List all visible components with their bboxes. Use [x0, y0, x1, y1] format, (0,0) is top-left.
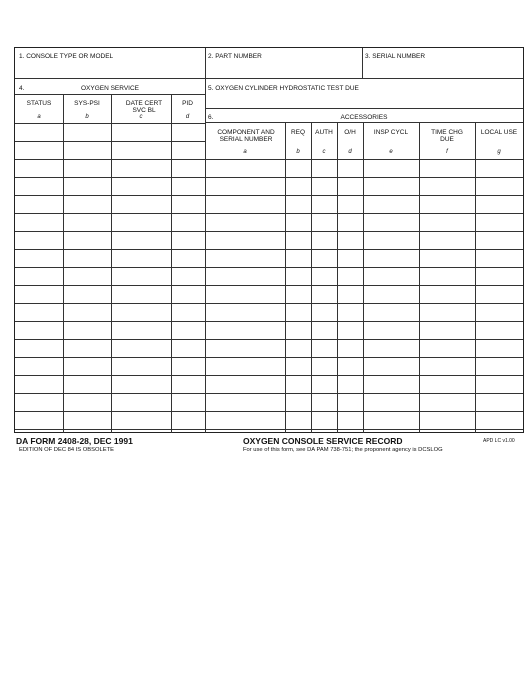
- table-row-line: [15, 393, 205, 394]
- part-number-field[interactable]: [207, 61, 361, 75]
- sys-psi-column-letter: b: [85, 114, 89, 120]
- table-row-line: [15, 375, 205, 376]
- insp-cycl-column-letter: e: [389, 149, 393, 155]
- divider-line: [475, 122, 476, 433]
- component-serial-column-letter: a: [243, 149, 247, 155]
- version-label: APD LC v1.00: [483, 438, 515, 444]
- table-row-line: [205, 303, 523, 304]
- console-type-field[interactable]: [17, 61, 203, 75]
- hydrostatic-test-field[interactable]: [207, 93, 520, 106]
- table-row-line: [205, 177, 523, 178]
- oh-column-letter: d: [348, 149, 352, 155]
- table-row-line: [15, 267, 205, 268]
- service-record-form: [14, 47, 524, 433]
- table-row-line: [15, 357, 205, 358]
- table-row-line: [205, 321, 523, 322]
- time-chg-due-column-letter: f: [446, 149, 448, 155]
- req-column-letter: b: [296, 149, 300, 155]
- table-row-line: [15, 321, 205, 322]
- pid-column-letter: d: [185, 114, 190, 120]
- form-number: DA FORM 2408-28, DEC 1991: [16, 436, 133, 446]
- table-row-line: [15, 123, 205, 124]
- component-serial-column-header: COMPONENT AND SERIAL NUMBER: [217, 129, 275, 143]
- divider-line: [15, 94, 205, 95]
- table-row-line: [205, 375, 523, 376]
- sys-psi-column-header: SYS-PSI: [74, 100, 100, 107]
- table-row-line: [205, 393, 523, 394]
- console-type-label: 1. CONSOLE TYPE OR MODEL: [19, 53, 114, 60]
- table-row-line: [15, 249, 205, 250]
- divider-line: [171, 94, 172, 433]
- local-use-column-header: LOCAL USE: [480, 129, 518, 136]
- status-column-header: STATUS: [26, 100, 52, 107]
- table-row-line: [15, 285, 205, 286]
- table-row-line: [205, 249, 523, 250]
- table-row-line: [15, 303, 205, 304]
- table-row-line: [205, 285, 523, 286]
- table-row-line: [205, 339, 523, 340]
- table-row-line: [15, 195, 205, 196]
- divider-line: [63, 94, 64, 433]
- table-row-line: [205, 357, 523, 358]
- table-row-line: [205, 159, 523, 160]
- table-row-line: [15, 159, 205, 160]
- table-row-line: [15, 177, 205, 178]
- divider-line: [205, 108, 523, 109]
- divider-line: [15, 78, 523, 79]
- table-row-line: [205, 213, 523, 214]
- insp-cycl-column-header: INSP CYCL: [373, 129, 409, 136]
- table-row-line: [205, 411, 523, 412]
- hydrostatic-test-label: 5. OXYGEN CYLINDER HYDROSTATIC TEST DUE: [208, 85, 359, 92]
- local-use-column-letter: g: [497, 149, 501, 155]
- edition-note: EDITION OF DEC 84 IS OBSOLETE: [19, 447, 115, 453]
- divider-line: [311, 122, 312, 433]
- divider-line: [363, 122, 364, 433]
- form-title: OXYGEN CONSOLE SERVICE RECORD: [243, 436, 403, 446]
- divider-line: [419, 122, 420, 433]
- table-row-line: [15, 141, 205, 142]
- auth-column-letter: c: [322, 149, 326, 155]
- divider-line: [362, 48, 363, 78]
- status-column-letter: a: [37, 114, 41, 120]
- table-row-line: [15, 231, 205, 232]
- table-row-line: [15, 213, 205, 214]
- pid-column-header: PID: [182, 100, 193, 107]
- serial-number-label: 3. SERIAL NUMBER: [365, 53, 426, 60]
- usage-note: For use of this form, see DA PAM 738-751; the proponent agency is DCSLOG: [243, 447, 443, 453]
- oxygen-service-label: OXYGEN SERVICE: [80, 85, 140, 92]
- divider-line: [111, 94, 112, 433]
- date-cert-column-header: DATE CERT SVC BL: [125, 100, 163, 114]
- divider-line: [285, 122, 286, 433]
- divider-line: [337, 122, 338, 433]
- part-number-label: 2. PART NUMBER: [208, 53, 262, 60]
- table-row-line: [15, 429, 205, 430]
- oh-column-header: O/H: [344, 129, 356, 136]
- table-row-line: [205, 429, 523, 430]
- req-column-header: REQ: [290, 129, 306, 136]
- accessories-number: 6.: [208, 114, 214, 121]
- serial-number-field[interactable]: [364, 61, 520, 75]
- date-cert-column-letter: c: [139, 114, 143, 120]
- time-chg-due-column-header: TIME CHG DUE: [431, 129, 463, 143]
- table-row-line: [205, 195, 523, 196]
- table-row-line: [205, 267, 523, 268]
- accessories-label: ACCESSORIES: [340, 114, 388, 121]
- table-row-line: [205, 231, 523, 232]
- auth-column-header: AUTH: [315, 129, 333, 136]
- table-row-line: [15, 339, 205, 340]
- oxygen-service-number: 4.: [19, 85, 25, 92]
- table-row-line: [15, 411, 205, 412]
